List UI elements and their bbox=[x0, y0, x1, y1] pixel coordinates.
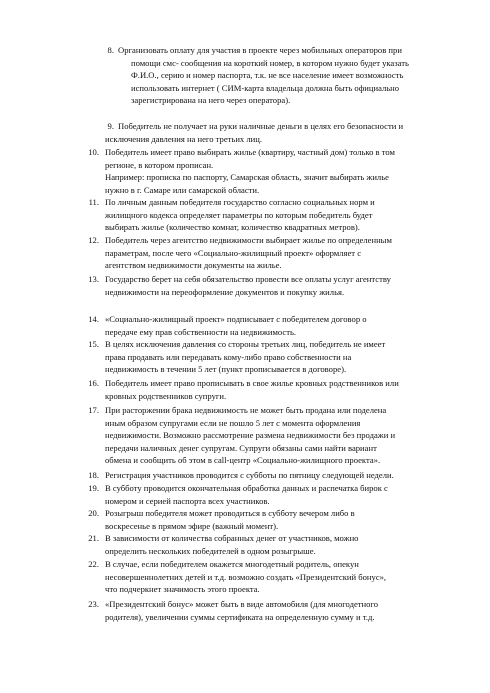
list-item-text-line: номером и серией паспорта всех участников. bbox=[105, 495, 270, 506]
list-item-text-line: По личным данным победителя государство согласно социальных норм и bbox=[105, 197, 375, 207]
list-item-text-line: помощи смс- сообщения на короткий номер, в котором нужно будет указать bbox=[131, 57, 409, 68]
list-item-text-line: В случае, если победителем окажется многодетный родитель, опекун bbox=[105, 559, 359, 569]
list-item-text-line: Победитель через агентство недвижимости выбирает жилье по определенным bbox=[105, 235, 392, 245]
list-item-text-line: нужно в г. Самаре или самарской области. bbox=[105, 184, 260, 195]
list-item-number: 21. bbox=[88, 533, 99, 543]
list-item-number: 14. bbox=[88, 314, 99, 324]
list-item-text-line: иным образом супругами если не пошло 5 лет с момента оформления bbox=[105, 417, 361, 428]
list-item-text-line: В целях исключения давления со стороны третьих лиц, победитель не имеет bbox=[105, 339, 386, 349]
list-item-text-line: В субботу проводится окончательная обработка данных и распечатка бирок с bbox=[105, 483, 388, 493]
list-item-text-line: Ф.И.О., серию и номер паспорта, т.к. не все население имеет возможность bbox=[131, 70, 404, 81]
list-item-text-line: передачи наличных денег супругам. Супруги обязаны сами найти вариант bbox=[105, 442, 377, 453]
list-item-number: 10. bbox=[88, 147, 99, 157]
list-item-text-line: воскресенье в прямом эфире (важный момент). bbox=[105, 520, 279, 531]
list-item-text-line: использовать интернет ( СИМ-карта владельца должна быть официально bbox=[131, 82, 400, 93]
list-item-text-line: Например: прописка по паспорту, Самарская область, значит выбирать жилье bbox=[105, 172, 389, 183]
list-item-text-line: Победитель имеет право выбирать жилье (квартиру, частный дом) только в том bbox=[105, 147, 395, 157]
list-item-number: 17. bbox=[88, 405, 99, 415]
list-item-text-line: исключения давления на него третьих лиц. bbox=[105, 133, 262, 144]
list-item-text-line: параметрам, после чего «Социально-жилищный проект» оформляет с bbox=[105, 247, 362, 258]
list-item-text-line: жилищного кодекса определяет параметры по которым победитель будет bbox=[105, 209, 373, 220]
list-item-text-line: «Президентский бонус» может быть в виде автомобиля (для многодетного bbox=[105, 599, 379, 609]
list-item-number: 20. bbox=[88, 508, 99, 518]
list-item-text-line: регионе, в котором прописан. bbox=[105, 159, 214, 170]
list-item-text-line: родителя), увеличении суммы сертификата на определенную сумму и т.д. bbox=[105, 611, 375, 622]
list-item-number: 11. bbox=[88, 197, 99, 207]
list-item-text-line: недвижимость в течении 5 лет (пункт прописывается в договоре). bbox=[105, 364, 347, 375]
list-item-text-line: При расторжении брака недвижимость не может быть продана или поделена bbox=[105, 405, 387, 415]
list-item-number: 15. bbox=[88, 339, 99, 349]
list-item-number: 13. bbox=[88, 274, 99, 284]
list-item-text-line: В зависимости от количества собранных денег от участников, можно bbox=[105, 533, 359, 543]
list-item-number: 22. bbox=[88, 559, 99, 569]
list-item-number: 23. bbox=[88, 599, 99, 609]
list-item-text-line: недвижимости на переоформление документов и покупку жилья. bbox=[105, 286, 345, 297]
list-item-text-line: Победитель не получает на руки наличные деньги в целях его безопасности и bbox=[118, 121, 404, 131]
list-item-text-line: Победитель имеет право прописывать в свое жилье кровных родственников или bbox=[105, 378, 399, 388]
list-item-text-line: выбирать жилье (количество комнат, количество квадратных метров). bbox=[105, 222, 360, 233]
list-item-text-line: Организовать оплату для участия в проекте через мобильных операторов при bbox=[118, 45, 402, 55]
list-item-text-line: обмена и сообщить об этом в саll-центр «Социально-жилищного проекта». bbox=[105, 455, 381, 466]
list-item-text-line: Регистрация участников проводится с субботы по пятницу следующей недели. bbox=[105, 470, 394, 480]
list-item-text-line: Розыгрыш победителя может проводиться в субботу вечером либо в bbox=[105, 508, 355, 518]
list-item-number: 19. bbox=[88, 483, 99, 493]
list-item-text-line: что подчеркнет значимость этого проекта. bbox=[105, 584, 260, 595]
list-item-text-line: зарегистрирована на него через оператора). bbox=[131, 95, 291, 106]
list-item-number: 18. bbox=[88, 470, 99, 480]
list-item-text-line: несовершеннолетних детей и т.д. возможно создать «Президентский бонус», bbox=[105, 571, 387, 582]
list-item-text-line: Государство берет на себя обязательство провести все оплаты услуг агентству bbox=[105, 274, 391, 284]
list-item-text-line: кровных родственников супруги. bbox=[105, 390, 227, 401]
list-item-number: 16. bbox=[88, 378, 99, 388]
list-item-text-line: агентством недвижимости документы на жилье. bbox=[105, 260, 282, 271]
list-item-text-line: права продавать или передавать кому-либо право собственности на bbox=[105, 351, 352, 362]
list-item-text-line: недвижимости. Возможно рассмотрение размена недвижимости без продажи и bbox=[105, 430, 396, 441]
list-item-text-line: «Социально-жилищный проект» подписывает с победителем договор о bbox=[105, 314, 367, 324]
list-item-text-line: передаче ему прав собственности на недвижимость. bbox=[105, 326, 297, 337]
list-item-number: 12. bbox=[88, 235, 99, 245]
list-item-number: 8. bbox=[107, 45, 114, 55]
list-item-text-line: определить нескольких победителей в одном розыгрыше. bbox=[105, 545, 316, 556]
list-item-number: 9. bbox=[107, 121, 114, 131]
